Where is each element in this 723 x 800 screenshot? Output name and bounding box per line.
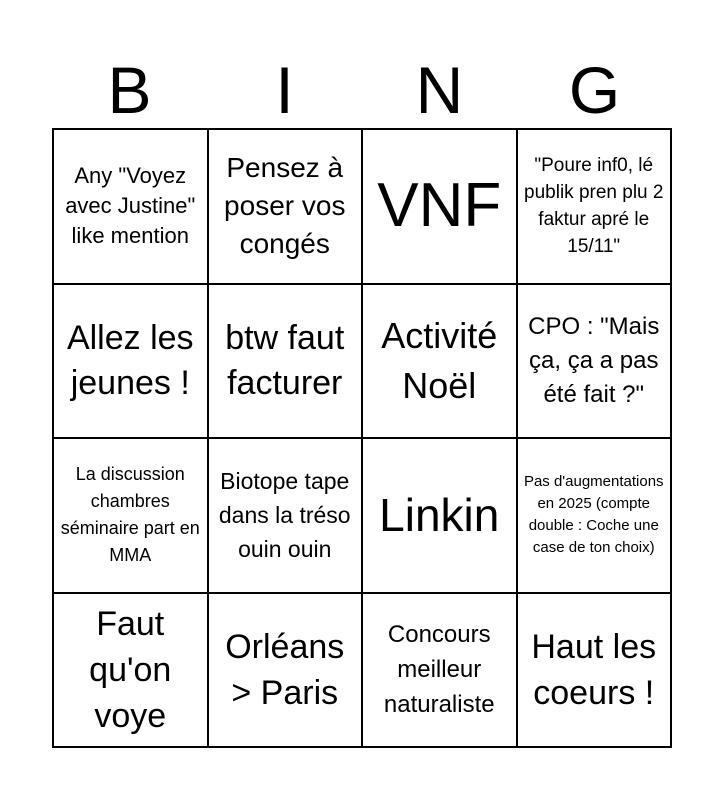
bingo-grid [52, 128, 672, 748]
cell-text: Any "Voyez avec Justine" like mention [65, 163, 196, 249]
cell-text: Activité Noël [381, 314, 498, 406]
bingo-cell[interactable] [517, 129, 672, 284]
cell-text: "Poure inf0, lé publik pren plu 2 faktur apré le 15/11" [524, 155, 664, 258]
bingo-cell[interactable] [517, 593, 672, 748]
cell-text: Concours meilleur naturaliste [383, 621, 495, 719]
cell-text: Orléans > Paris [225, 627, 345, 712]
cell-text: Linkin [379, 489, 500, 542]
header-letter-n: N [415, 53, 464, 127]
header-letter-b: B [107, 53, 152, 127]
bingo-cell[interactable] [208, 129, 363, 284]
cell-text: CPO : "Mais ça, ça a pas été fait ?" [528, 312, 660, 408]
header-letter-i: I [275, 53, 294, 127]
bingo-cell[interactable] [208, 438, 363, 593]
cell-text: Allez les jeunes ! [66, 318, 194, 402]
cell-text: Haut les coeurs ! [531, 627, 657, 712]
bingo-cell[interactable] [362, 284, 517, 439]
bingo-cell[interactable] [362, 593, 517, 748]
cell-text: Pensez à poser vos congés [224, 152, 346, 260]
bingo-cell[interactable] [53, 593, 208, 748]
cell-text: VNF [377, 171, 502, 241]
bingo-cell[interactable] [208, 593, 363, 748]
bingo-cell[interactable] [53, 438, 208, 593]
bingo-header [52, 52, 672, 128]
bingo-cell[interactable] [517, 438, 672, 593]
cell-text: Biotope tape dans la tréso ouin ouin [218, 468, 351, 563]
bingo-cell[interactable] [53, 284, 208, 439]
bingo-cell[interactable] [53, 129, 208, 284]
bingo-cell[interactable] [517, 284, 672, 439]
bingo-cell[interactable] [362, 438, 517, 593]
bingo-cell[interactable] [208, 284, 363, 439]
bingo-cell[interactable] [362, 129, 517, 284]
cell-text: Pas d'augmentations en 2025 (compte double : Coche une case de ton choix) [523, 473, 664, 557]
header-letter-g: G [568, 53, 621, 127]
cell-text: Faut qu'on voye [89, 604, 172, 735]
cell-text: La discussion chambres séminaire part en MMA [60, 464, 200, 566]
cell-text: btw faut facturer [225, 318, 345, 402]
